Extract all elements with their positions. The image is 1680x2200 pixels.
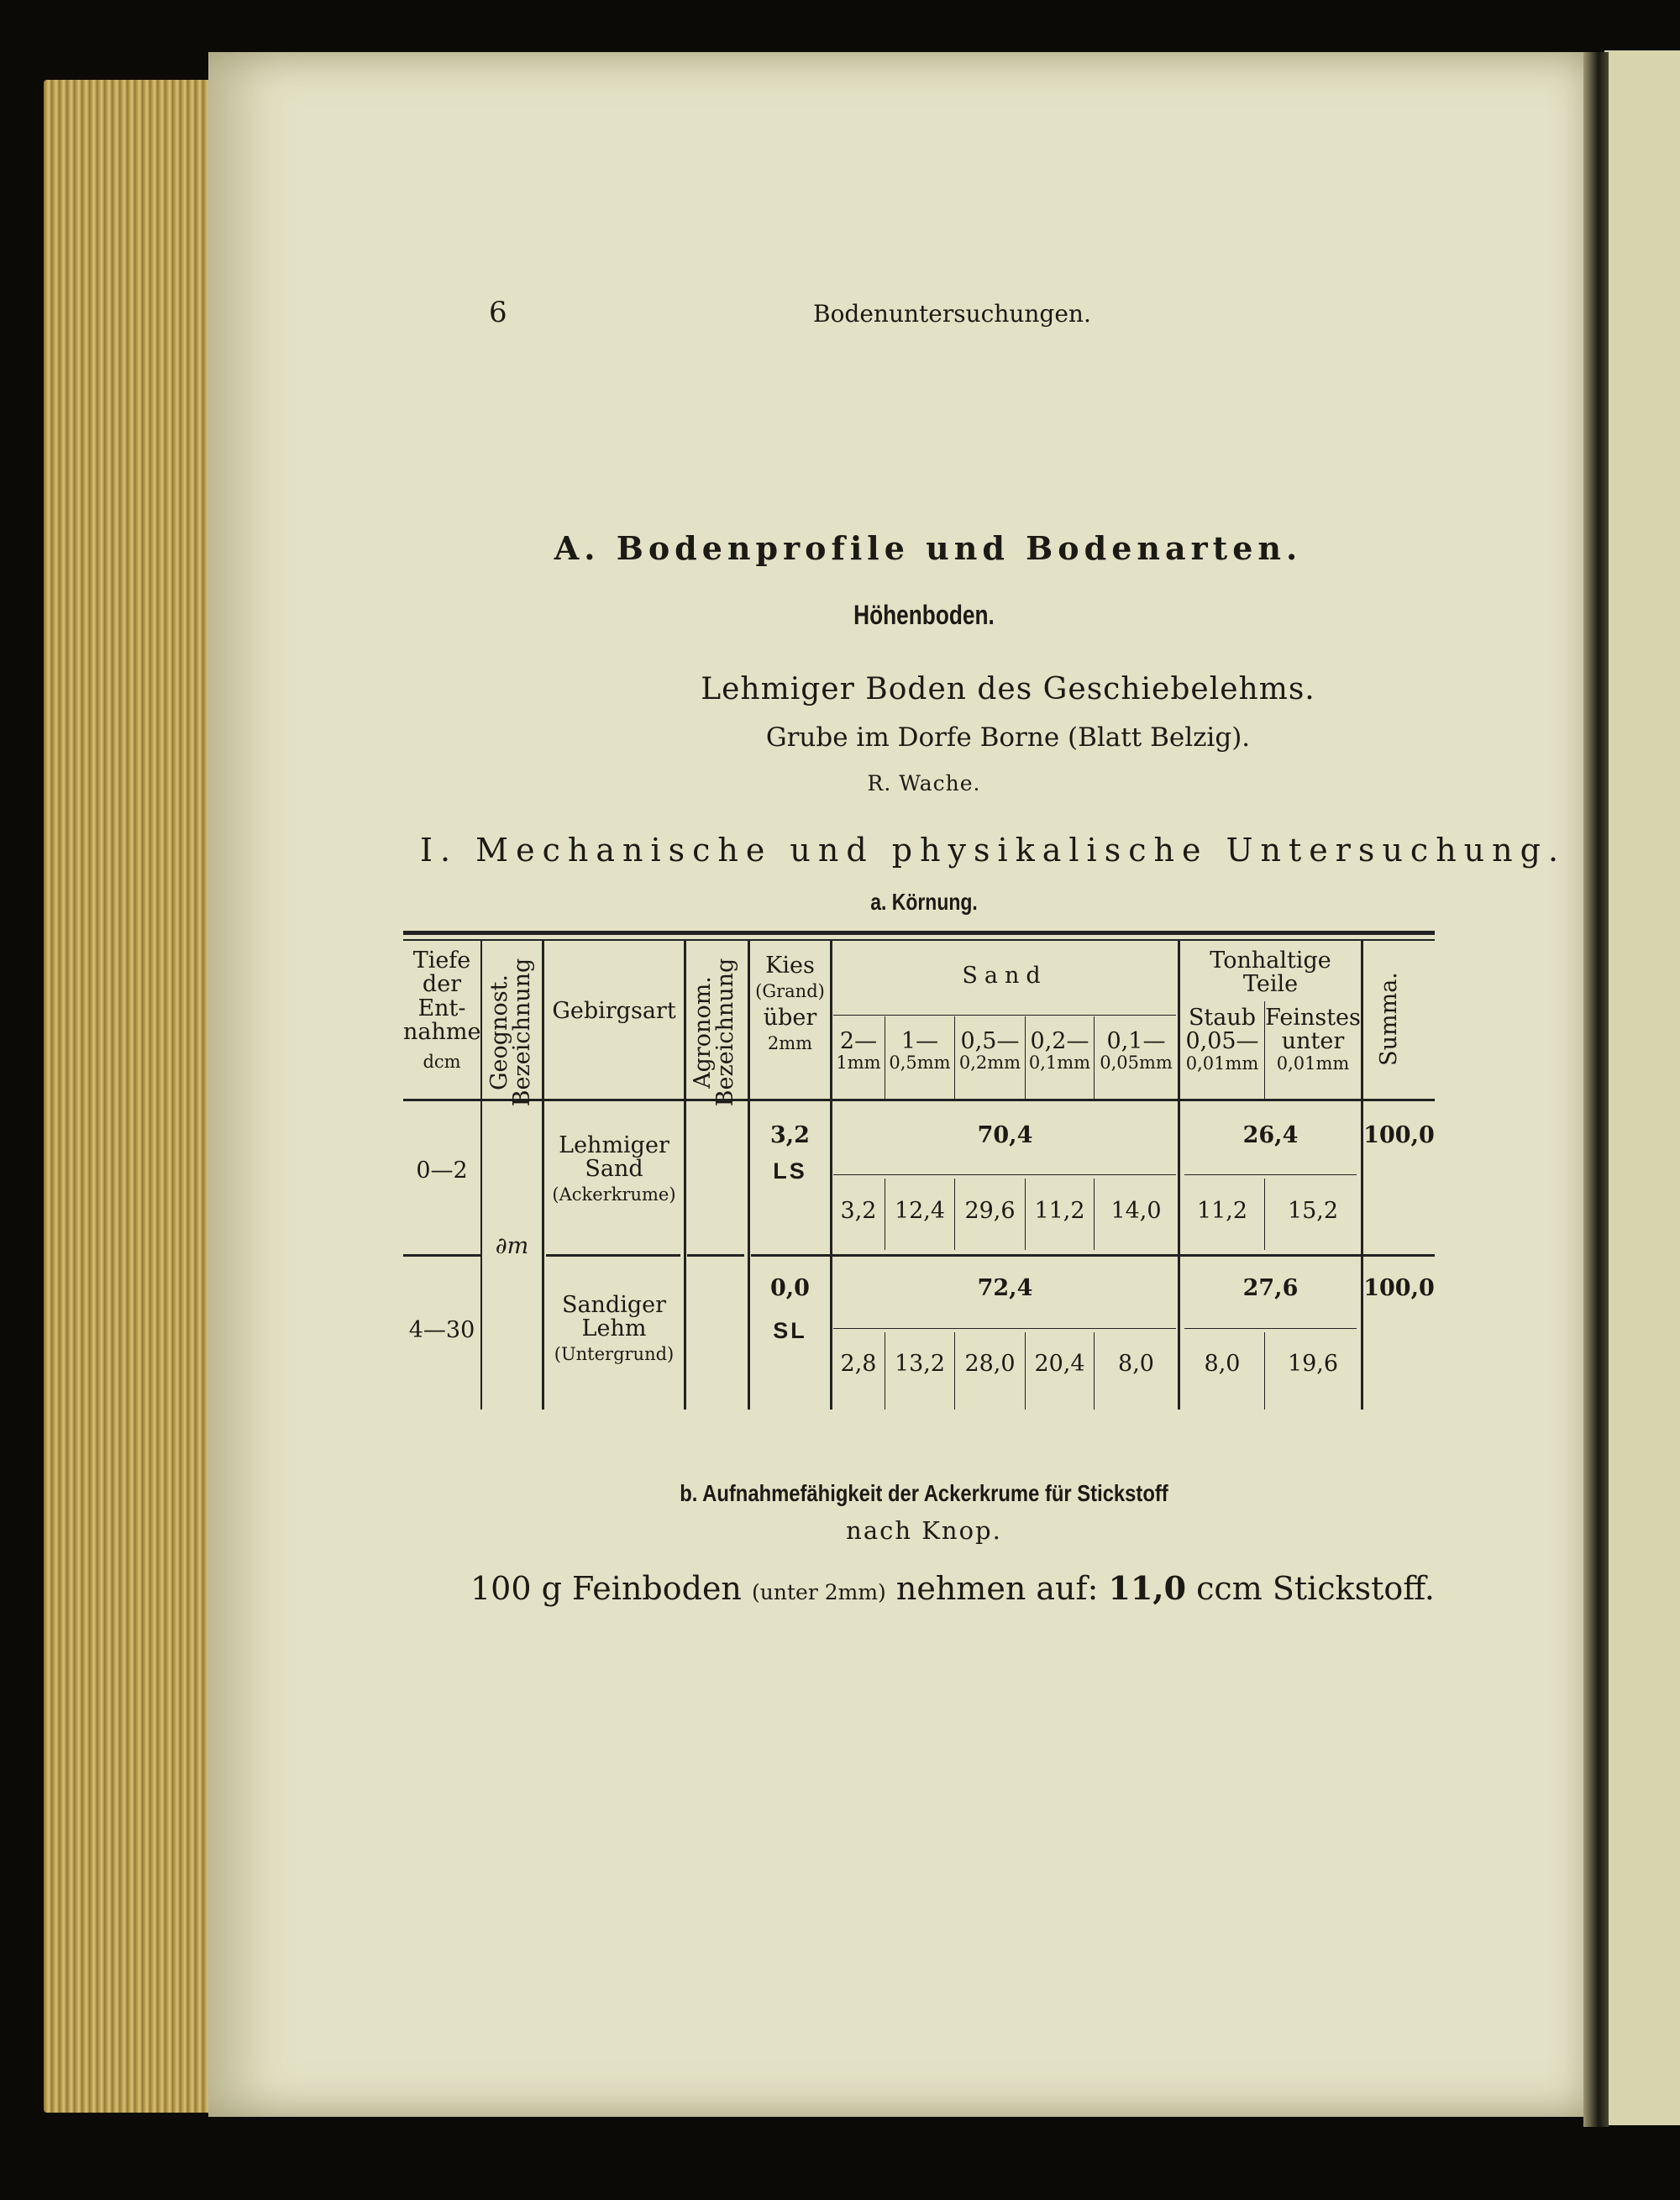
col-rule-7 [1361,941,1363,1410]
header-sand-02-01: 0,2— 0,1mm [1028,1028,1091,1074]
row-sep-values [751,1254,1435,1257]
row2-ton-total: 27,6 [1242,1275,1299,1301]
header-staub: Staub 0,05— 0,01mm [1185,1005,1259,1074]
row1-sand-1-05: 12,4 [894,1198,946,1224]
col-rule-3 [684,941,686,1410]
row1-ton-rule [1184,1174,1357,1175]
header-sand-05-02: 0,5— 0,2mm [958,1028,1021,1074]
row-sep-agronom [687,1254,744,1257]
facing-page [1604,50,1680,2125]
row2-gebirgsart: Sandiger Lehm (Untergrund) [554,1292,675,1364]
author: R. Wache. [867,771,981,795]
section-heading: A. Bodenprofile und Bodenarten. [554,529,1303,567]
page-number: 6 [489,296,507,329]
running-head: Bodenuntersuchungen. [813,300,1091,328]
subsection-title-b: b. Aufnahmefähigkeit der Ackerkrume für Stickstoff [680,1480,1168,1506]
row1-gebirgsart: Lehmiger Sand (Ackerkrume) [552,1132,676,1205]
row1-ton-total: 26,4 [1242,1122,1299,1148]
row1-kies: 3,2 [770,1122,810,1148]
row1-agronom: LS [773,1158,807,1184]
header-tonhaltige: Tonhaltige Teile [1210,948,1331,998]
book-gutter [1583,52,1609,2127]
row1-sand-total: 70,4 [977,1122,1033,1148]
row1-sand-02-01: 11,2 [1034,1198,1085,1224]
header-feinstes: Feinstes unter 0,01mm [1265,1005,1361,1074]
row2-summa: 100,0 [1363,1275,1435,1301]
method-note: nach Knop. [846,1516,1002,1545]
row1-detail-rule [833,1174,1176,1175]
header-kies: Kies (Grand) über 2mm [755,953,825,1054]
header-agronom: Agronom. Bezeichnung [690,958,738,1107]
row2-sand-1-05: 13,2 [894,1351,946,1377]
grain-size-table [403,931,1435,1410]
row2-sand-05-02: 28,0 [964,1351,1016,1377]
header-sand-01-005: 0,1— 0,05mm [1100,1028,1173,1074]
header-geognost: Geognost. Bezeichnung [486,958,535,1107]
subsection-title-a: a. Körnung. [870,889,978,915]
row1-summa: 100,0 [1363,1122,1435,1148]
header-gebirgsart: Gebirgsart [552,998,676,1024]
table-top-rule [403,931,1435,935]
part-title: I. Mechanische und physikalische Untersuchung. [420,832,1567,869]
soil-heading: Lehmiger Boden des Geschiebelehms. [701,672,1315,706]
header-tiefe: Tiefe der Ent- nahme dcm [403,948,481,1073]
header-bottom-rule [403,1099,1435,1101]
row2-sand-total: 72,4 [977,1275,1033,1301]
row-sep-gebirgsart [546,1254,680,1257]
book-page-edges [44,80,228,2113]
row2-feinstes: 19,6 [1287,1351,1339,1377]
sand-header-rule [833,1015,1176,1016]
row1-sand-01-005: 14,0 [1110,1198,1162,1224]
row2-sand-02-01: 20,4 [1034,1351,1085,1377]
row1-depth: 0—2 [416,1158,468,1184]
table-top-rule-thin [403,939,1435,941]
site-heading: Grube im Dorfe Borne (Blatt Belzig). [765,722,1251,753]
row2-sand-2-1: 2,8 [840,1351,877,1377]
row2-ton-rule [1184,1328,1357,1329]
row1-staub: 11,2 [1196,1198,1248,1224]
nitrogen-result: 100 g Feinboden (unter 2mm) nehmen auf: 11,0 ccm Stickstoff. [470,1569,1435,1607]
row1-sand-2-1: 3,2 [840,1198,877,1224]
header-summa: Summa. [1376,972,1402,1066]
geognost-symbol: ∂m [495,1233,529,1259]
col-rule-5 [830,941,832,1410]
row2-detail-rule [833,1328,1176,1329]
row1-sand-05-02: 29,6 [964,1198,1016,1224]
header-sand-1-05: 1— 0,5mm [889,1028,951,1074]
header-sand: Sand [962,963,1047,989]
row1-feinstes: 15,2 [1287,1198,1339,1224]
row2-sand-01-005: 8,0 [1118,1351,1154,1377]
row2-staub: 8,0 [1204,1351,1241,1377]
row2-depth: 4—30 [408,1317,475,1343]
row2-kies: 0,0 [770,1275,810,1301]
row2-agronom: SL [773,1318,807,1343]
col-rule-1 [480,941,482,1102]
row-sep-tiefe [403,1254,480,1257]
header-sand-2-1: 2— 1mm [836,1028,881,1074]
subtitle: Höhenboden. [853,600,995,630]
